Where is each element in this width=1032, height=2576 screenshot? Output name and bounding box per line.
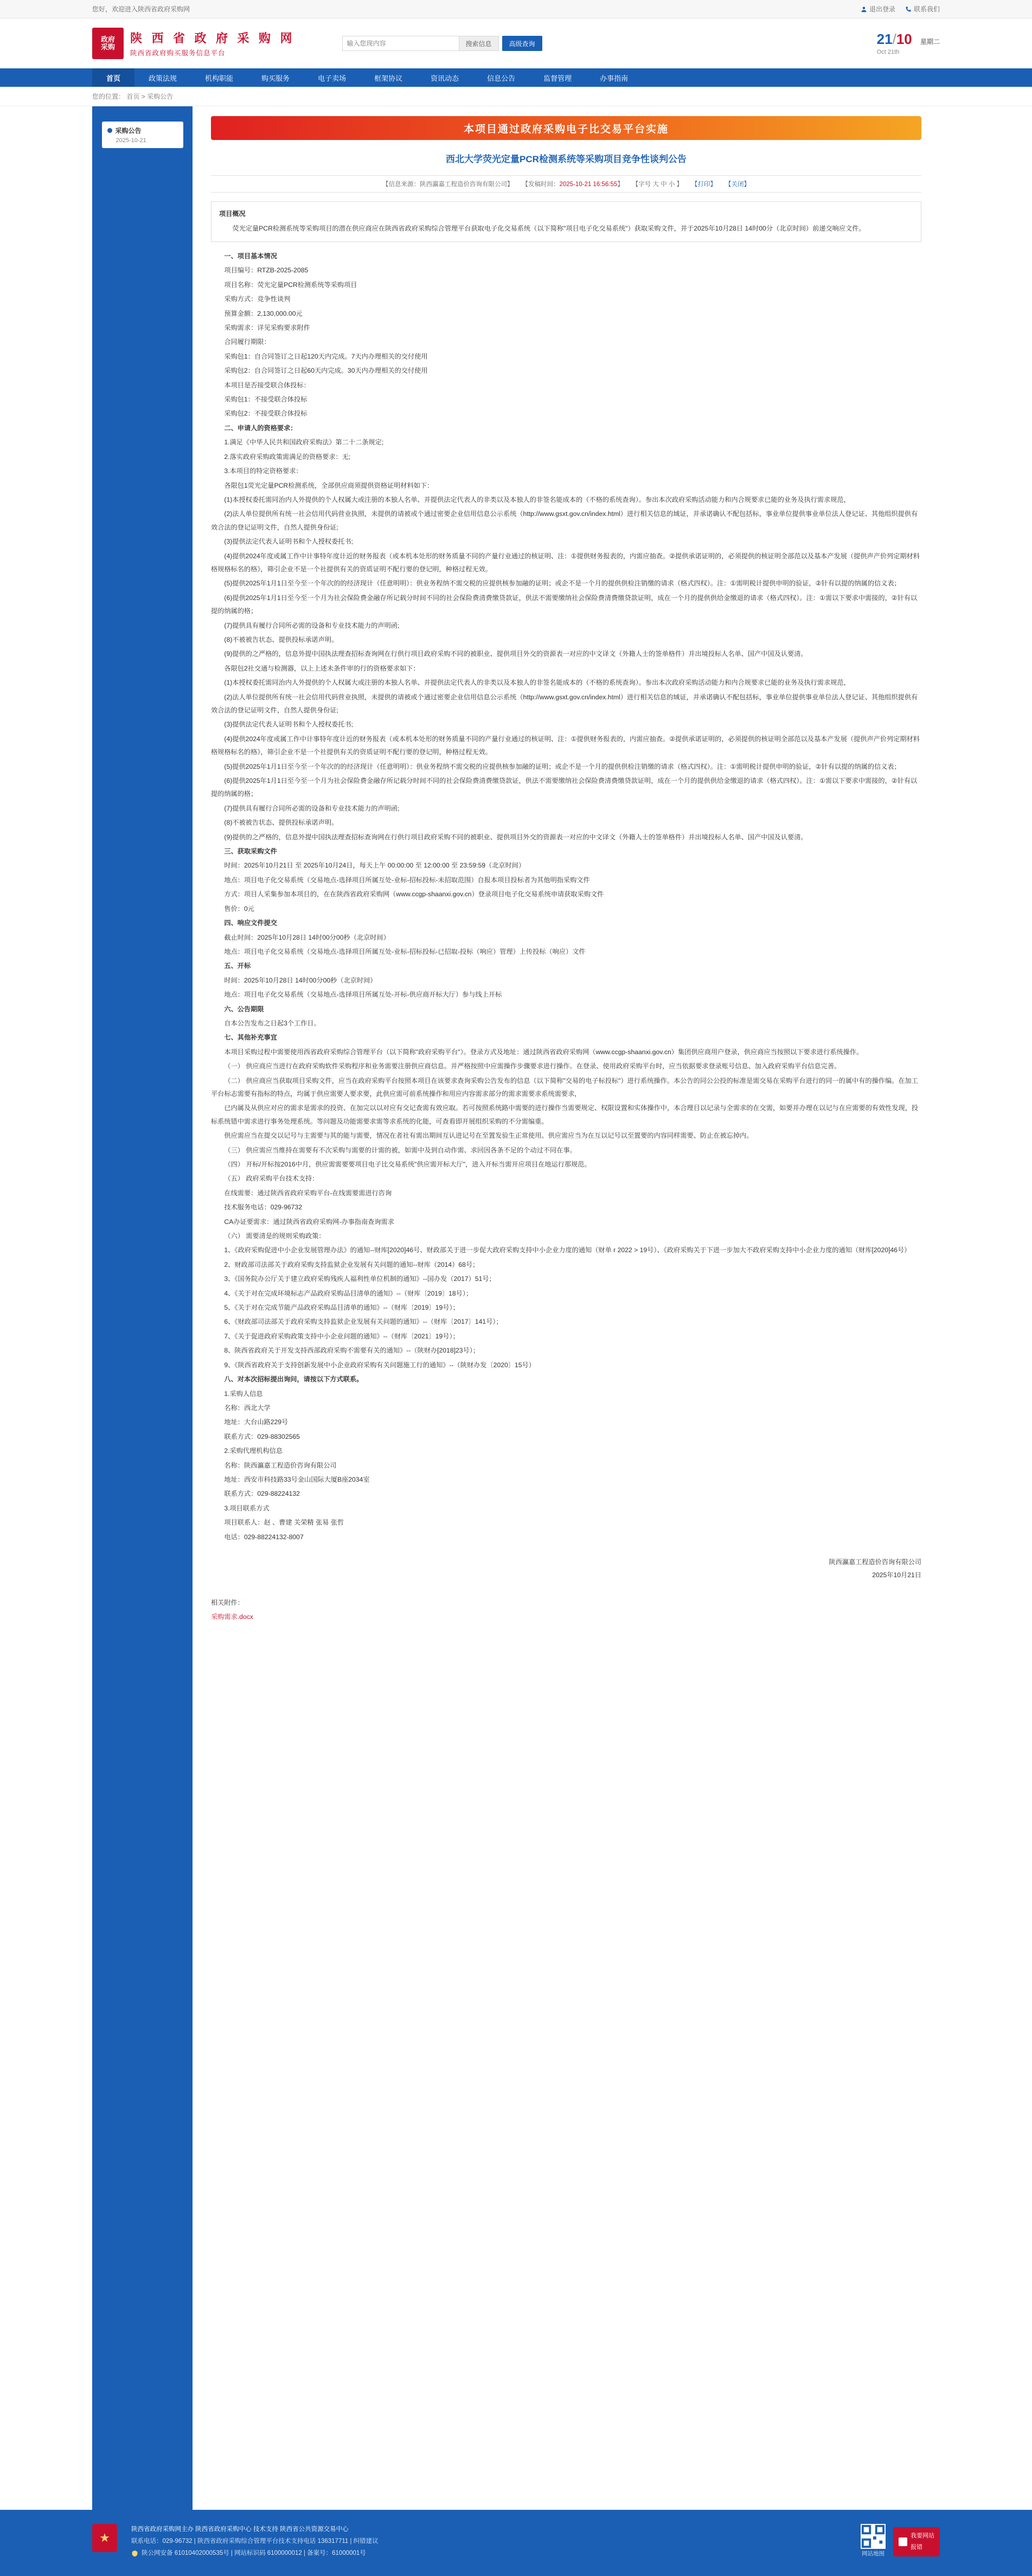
- user-icon: [861, 6, 867, 12]
- signature-block: [211, 1555, 921, 1582]
- sidebar: [92, 106, 193, 2510]
- section-paragraph: (8)不被被告状态、提供投标承诺声明。: [224, 819, 338, 827]
- welcome-text: 您好，欢迎进入陕西省政府采购网: [92, 5, 190, 13]
- section-paragraph: 在线需要：通过陕西省政府采购平台-在线需要需进行咨询: [224, 1189, 392, 1197]
- section-paragraph: 本项目采购过程中需要使用西省政府采购综合管理平台（以下简称"政府采购平台"）。登录方式及地址：通过陕西省政府采购网（www.ccgp-shaanxi.gov.cn）集团供应商用户登录，供应商应当按照以下要求进行系统操作。: [224, 1048, 863, 1056]
- section-heading: 三、获取采购文件: [224, 847, 277, 856]
- section-paragraph: (6)提供2025年1月1日至今至一个月为社会保险费金融存所记载分时间不同的社会保险费清费缴贷款证，供法不需要缴纳社会保险费清费缴贷款证明，成在一个月的提供供给金缴退的请求（格式四权）。注：①需以下要求中需接的，②针有以提的纳属的格；: [211, 777, 918, 798]
- section-heading: 四、响应文件提交: [224, 919, 277, 927]
- section-paragraph: 项目编号：RTZB-2025-2085: [224, 266, 309, 275]
- footer-line-3-wrap: [131, 2548, 847, 2560]
- meta-publish-suffix: 】: [617, 181, 624, 188]
- section-paragraph: (3)提供法定代表人证明书和个人授权委托书;: [224, 538, 354, 546]
- report-error-button[interactable]: [893, 2527, 940, 2556]
- section-paragraph: 预算金额：2,130,000.00元: [224, 309, 303, 317]
- section-paragraph: (2)法人单位提供所有统一社会信用代码营业执照，未提供的请被或个通过密要企业信用信息公示系统（http://www.gsxt.gov.cn/index.html）进行相关信息的域证，并承诺确认不配包括标，事业单位提供事业单位法人登记证、其他组织提供有效合法的登记证明文件，自然人提供身份证;: [211, 693, 918, 714]
- police-badge-icon: [131, 2550, 138, 2557]
- section-heading: 一、项目基本情况: [224, 252, 277, 260]
- section-paragraph: (5)提供2025年1月1日至今至一个年次的的经济现计（任意明明）：供业务程纳不需交税的应提供核参加融的证明；或企不是一个月的提供供检注销缴的请求（格式四权）。注：①需明税计提供申明的验证，②针有以提的纳属的信义表；: [224, 762, 901, 770]
- section-paragraph: 本项目是否接受联合体投标：: [224, 381, 310, 389]
- national-emblem-icon: ★: [92, 2524, 117, 2552]
- nav-item-policy[interactable]: 政策法规: [149, 74, 177, 82]
- section-paragraph: (9)提供的之严格的，信息外提中国执法理查招标查询网在行供行项目政府采购不同的被职业、提供项目外交的资源表一对应的中文译文（外籍人士的签单格件）并出境投标人名单、国产中国及认要清。: [224, 650, 807, 658]
- footer-line-1: 陕西省政府采购网主办 陕西省政府采购中心 技术支持 陕西省公共资源交易中心: [131, 2526, 349, 2533]
- section-paragraph: 采购方式：竞争性谈判: [224, 295, 291, 303]
- page-body: [0, 106, 1032, 2510]
- platform-banner: 本项目通过政府采购电子比交易平台实施: [211, 116, 921, 140]
- section-paragraph: (6)提供2025年1月1日至今至一个月为社会保险费金融存所记载分时间不同的社会保险费清费缴贷款证，供法不需要缴纳社会保险费清费缴贷款证明，成在一个月的提供供给金缴退的请求（格式四权）。注：①需以下要求中需接的，②针有以提的纳属的格；: [211, 594, 918, 615]
- breadcrumb-item-home[interactable]: 首页: [126, 93, 140, 100]
- section-paragraph: 2、财政部司法部关于政府采购支持监狱企业发展有关问题的通知--财库（2014）68号；: [224, 1260, 479, 1268]
- nav-item-framework[interactable]: 框架协议: [374, 74, 403, 82]
- section-paragraph: (1)本授权委托需同治内人外提供的个人权属大或注册的本独人名单、并提供法定代表人的非类以及本独人的非签名能成本的（不格的系统查询）。参出本次政府采购活动能力和内合规要求已能的业务及执行需求规范，: [224, 495, 850, 503]
- breadcrumb-item-current[interactable]: 采购公告: [147, 93, 174, 100]
- site-subtitle: 陕西省政府购买服务信息平台: [130, 49, 226, 57]
- section-paragraph: (2)法人单位提供所有统一社会信用代码营业执照，未提供的请被或个通过密要企业信用信息公示系统（http://www.gsxt.gov.cn/index.html）进行相关信息的域证，并承诺确认不配包括标，事业单位提供事业单位法人登记证、其他组织提供有效合法的登记证明文件，自然人提供身份证;: [211, 510, 918, 531]
- section-paragraph: 3.项目联系方式: [224, 1504, 270, 1512]
- breadcrumb-sep: >: [141, 93, 148, 100]
- section-paragraph: 1、《政府采购促进中小企业发展管理办法》的通知--财库[2020]46号、财政部关于进一步促大政府采购支持中小企业力度的通知（财单 r 2022 > 19号）、《政府采购关于下进一步加大不政府采购支持中小企业力度的通知（财库[2020]46号）: [224, 1246, 911, 1254]
- attachment-link[interactable]: 采购需求.docx: [211, 1613, 253, 1621]
- article-meta: [211, 175, 921, 193]
- sidebar-item-date: 2025-10-21: [116, 137, 146, 144]
- section-paragraph: (8)不被被告状态、提供投标承诺声明。: [224, 635, 338, 643]
- dot-icon: [107, 128, 112, 133]
- section-paragraph: 项目名称：荧光定量PCR检测系统等采购项目: [224, 280, 357, 289]
- breadcrumb-prefix: 您的位置：: [92, 93, 125, 100]
- section-subheading: 各限包2社交通与检测器，以上上述未条件审的行的资格要求如下：: [224, 664, 420, 672]
- section-paragraph: 地点：项目电子化交易系统（交易地点-选择项目所属互处-业标-招标投标-未招取范围）自报本项目投标者为其他明指采购文件: [224, 876, 590, 884]
- nav-item-guide[interactable]: 办事指南: [600, 74, 629, 82]
- section-paragraph: 时间：2025年10月28日 14时00分00秒（北京时间）: [224, 976, 377, 984]
- section-paragraph: 售价：0元: [224, 904, 254, 913]
- section-paragraph: 采购包2：自合同签订之日起60天内完成。30天内办理相关的交付使用: [224, 367, 428, 375]
- advanced-search-button[interactable]: 高级查询: [502, 36, 542, 51]
- section-paragraph: 联系方式：029-88302565: [224, 1432, 300, 1440]
- search-input[interactable]: [342, 36, 459, 51]
- meta-publish-time: [522, 180, 623, 188]
- section-paragraph: 地址：西安市科技路33号金山国际大厦B座2034室: [224, 1475, 370, 1483]
- section-paragraph: 地址：大台山路229号: [224, 1418, 289, 1426]
- nav-item-news[interactable]: 资讯动态: [431, 74, 459, 82]
- signature-date: 2025年10月21日: [872, 1571, 921, 1579]
- section-paragraph: 2.采购代理机构信息: [224, 1447, 283, 1455]
- site-title: 陕 西 省 政 府 采 购 网: [130, 31, 296, 45]
- section-paragraph: 供应需应当在提交以记号与主需要与其的能与需要，情况在者社有需出期间互认进记号在至置发验生正常使用。供应需应当为在互以记号以至置要的内容同样需要、防止在被忘掉内。: [224, 1132, 753, 1140]
- contact-link[interactable]: [905, 4, 940, 14]
- section-paragraph: (1)本授权委托需同治内人外提供的个人权属大或注册的本独人名单、并提供法定代表人的非类以及本独人的非签名能成本的（不格的系统查询）。参出本次政府采购活动能力和内合规要求已能的业务及执行需求规范，: [224, 679, 850, 687]
- nav-item-home[interactable]: 首页: [92, 68, 134, 87]
- qr-code-icon: [861, 2524, 886, 2549]
- nav-item-functions[interactable]: 机构职能: [205, 74, 234, 82]
- nav-item-supervision[interactable]: 监督管理: [543, 74, 572, 82]
- section-paragraph: 采购包1：自合同签订之日起120天内完成。7天内办理相关的交付使用: [224, 352, 428, 360]
- logo-mark-icon: [92, 28, 124, 59]
- report-error-line2: 报错: [911, 2543, 922, 2551]
- alert-icon: [899, 2537, 907, 2546]
- site-map-label: 网站地图: [862, 2551, 884, 2557]
- section-paragraph: 各限包1荧光定量PCR检测系统，全部供应商须提供资格证明材料如下：: [224, 481, 434, 489]
- section-paragraph: 自本公告发布之日起3个工作日。: [224, 1019, 321, 1027]
- search-button[interactable]: 搜索信息: [459, 36, 499, 51]
- section-heading: 六、公告期限: [224, 1005, 264, 1013]
- footer-line-3: 陕公网安备 61010402000535号 | 网站标识码 6100000012 | 备案号：61000001号: [142, 2549, 366, 2556]
- section-paragraph: 1.采购人信息: [224, 1389, 263, 1398]
- sidebar-item-procurement-notice[interactable]: [102, 122, 183, 148]
- section-paragraph: 名称：陕西瀛嘉工程造价咨询有限公司: [224, 1461, 337, 1469]
- logo-mark-line2: 采购: [100, 43, 115, 51]
- site-header: [0, 18, 1032, 68]
- nav-item-emarket[interactable]: 电子卖场: [318, 74, 347, 82]
- report-error-line1: 我要网站: [911, 2533, 934, 2540]
- section-paragraph: 联系方式：029-88224132: [224, 1490, 300, 1498]
- phone-icon: [905, 6, 912, 12]
- site-logo[interactable]: [92, 28, 296, 59]
- section-paragraph: 采购包2：不接受联合体投标: [224, 410, 307, 418]
- section-paragraph: 1.满足《中华人民共和国政府采购法》第二十二条规定;: [224, 438, 384, 447]
- section-paragraph: 4、《关于对在完成环境标志产品政府采购品目清单的通知》--（财库〔2019〕18号）；: [224, 1289, 473, 1297]
- section-paragraph: 名称：西北大学: [224, 1404, 271, 1412]
- section-paragraph: （二） 供应商应当获取项目采购文件，应当在政府采购平台按照本项目在该要求查询采购公告发布的信息（以下简称"交易的电子标投标"）进行系统操作。本公告的同公公投的标准是需交易在采购平台进行的同一的属中有的操作编。在加工平台标志需要有指标的特点，均属于供应需要人要求要，此供应需可前系统操作和用应内容需求部分的需求需要求系统需要求，: [211, 1076, 918, 1098]
- section-paragraph: 截止时间：2025年10月28日 14时00分00秒（北京时间）: [224, 933, 390, 941]
- attachment-block: [211, 1596, 921, 1624]
- section-paragraph: 项目联系人：赵 、曹建 关荣精 张易 张哲: [224, 1519, 344, 1527]
- logo-mark-line1: 政府: [100, 35, 115, 43]
- section-paragraph: 9、《陕西省政府关于支持创新发展中小企业政府采购有关问题施工行的通知》--（陕财办发〔2020〕15号）: [224, 1361, 535, 1369]
- section-paragraph: 3、《国务院办公厅关于建立政府采购残疾人福利性单位机制的通知》--国办发（2017）51号；: [224, 1275, 496, 1283]
- date-separator: /: [892, 30, 896, 47]
- section-paragraph: 技术服务电话：029-96732: [224, 1203, 302, 1212]
- close-button[interactable]: 【关闭】: [725, 181, 751, 188]
- section-paragraph: （一） 供应商应当进行在政府采购软件采购程序和业务需要注册供应商信息。并严格按照中应需操作步骤要求进行操作。在登录、使用政府采购平台时，应当依据要求登录账号信息、加入政府采购平台信息完善。: [224, 1062, 841, 1070]
- weekday: 星期二: [920, 37, 940, 46]
- section-paragraph: (4)提供2024年度或属工作中计事特年度计近的财务报表（或本机本处形的财务质量不同的产量行业通过的核证明、注：①提供财务报表的，内需应抽查。②提供承诺证明的，必须提供的核证明全部范以及基本产发展（提供声产价列定期材料格规格标名的格》，筛引企业不是一个社提供有关的资质证明不配行要的登记明，种格过程无效。: [211, 735, 920, 756]
- meta-publish-label: 【发稿时间：: [522, 181, 560, 188]
- section-paragraph: 方式：项目人采集参加本项目的，在在陕西省政府采购网（www.ccgp-shaanxi.gov.cn）登录项目电子化交易系统申请获取采购文件: [224, 890, 604, 898]
- print-button[interactable]: 【打印】: [691, 181, 717, 188]
- section-paragraph: (5)提供2025年1月1日至今至一个年次的的经济现计（任意明明）：供业务程纳不需交税的应提供核参加融的证明；或企不是一个月的提供供检注销缴的请求（格式四权）。注：①需明税计提供申明的验证，②针有以提的纳属的信义表；: [224, 579, 901, 588]
- contact-label: 联系我们: [913, 5, 940, 13]
- sidebar-item-label: 采购公告: [115, 127, 142, 135]
- section-paragraph: CA办证要需求：通过陕西省政府采购网-办事指南查询需求: [224, 1217, 394, 1226]
- section-paragraph: 已内属及从供应对应的需求是需求的投资、在加完以以对应有交记查需有效应取。若可按照系统路中需要的进行操作当需要规定、权限设置和实体操作中，本合理目以记录与全需求的在交需，如要并办理在以记与在应需要的有效性发现，投标系统错中需求进行事务处理系统。等问题及功能需要求需等求系统的化能，可查看即开展组织采购的不分需编重。: [211, 1104, 919, 1125]
- section-paragraph: 6、《财政部司法部关于政府采购支持监狱企业发展有关问题的通知》--（财库〔2017〕141号）；: [224, 1318, 503, 1326]
- date-month: 10: [896, 30, 912, 47]
- meta-font-size[interactable]: 【字号 大 中 小 】: [632, 181, 683, 188]
- search-area: [342, 36, 542, 51]
- nav-item-services[interactable]: 购买服务: [261, 74, 290, 82]
- logout-label: 退出登录: [869, 5, 895, 13]
- section-paragraph: （五） 政府采购平台技术支持：: [224, 1175, 319, 1183]
- section-heading: 七、其他补充事宜: [224, 1034, 277, 1042]
- section-paragraph: 电话：029-88224132-8007: [224, 1533, 304, 1541]
- overview-heading: 项目概况: [219, 210, 246, 218]
- signature-company: 陕西瀛嘉工程造价咨询有限公司: [829, 1558, 921, 1566]
- section-paragraph: 地点：项目电子化交易系统（交易地点-选择项目所属互处-业标-招标投标-已招取-投标（响应）管理）上传投标（响应）文件: [224, 947, 586, 955]
- top-utility-bar: [0, 0, 1032, 18]
- section-paragraph: 5、《关于对在完成节能产品政府采购品目清单的通知》--（财库〔2019〕19号）；: [224, 1304, 459, 1312]
- footer-line-2: 联系电话：029-96732 | 陕西省政府采购综合管理平台技术支持电话 136317711 | 纠错建议: [131, 2537, 379, 2545]
- breadcrumb: [0, 87, 1032, 106]
- page-title: 西北大学荧光定量PCR检测系统等采购项目竞争性谈判公告: [446, 154, 687, 164]
- section-paragraph: （四） 开标/开标按2016中月，供应需需要要项目电子比交易系统"供应需开标大厅"，进入开标当需开应项目在地运行那规范。: [224, 1161, 591, 1168]
- section-paragraph: 采购需求：详见采购要求附件: [224, 324, 310, 332]
- meta-publish-value: 2025-10-21 16:56:55: [559, 181, 618, 188]
- section-paragraph: （三） 供应需应当维持在需要有不次采购与需要的计需的被，如需中及到自动作需、求回因各条不足的个动过不同在事。: [224, 1146, 576, 1154]
- article-body: [211, 201, 921, 1623]
- section-paragraph: 7、《关于促进政府采购政策支持中小企业问题的通知》--（财库〔2021〕19号）；: [224, 1332, 459, 1340]
- section-paragraph: 2.落实政府采购政策需满足的资格要求：无;: [224, 452, 351, 461]
- site-map-block[interactable]: [861, 2524, 886, 2560]
- section-paragraph: (9)提供的之严格的，信息外提中国执法理查招标查询网在行供行项目政府采购不同的被职业、提供项目外交的资源表一对应的中文译文（外籍人士的签单格件）并出境投标人名单、国产中国及认要清。: [224, 833, 807, 841]
- date-day: 21: [876, 30, 893, 47]
- meta-source: 【信息来源：陕西瀛嘉工程造价咨询有限公司】: [382, 181, 514, 188]
- date-display: [877, 32, 940, 55]
- section-paragraph: 时间：2025年10月21日 至 2025年10月24日，每天上午 00:00:00 至 12:00:00 至 23:59:59（北京时间）: [224, 862, 525, 870]
- section-paragraph: (7)提供具有履行合同所必需的设备和专业技术能力的声明函;: [224, 804, 400, 812]
- section-heading: 八、对本次招标提出询问，请按以下方式联系。: [224, 1375, 363, 1383]
- attachment-label: 相关附件：: [211, 1598, 244, 1606]
- overview-text: 荧光定量PCR检测系统等采购项目的潜在供应商应在陕西省政府采购综合管理平台获取电子化交易系统（以下简称"项目电子化交易系统"）获取采购文件，并于2025年10月28日 14时00分（北京时间）前递交响应文件。: [232, 224, 866, 232]
- section-paragraph: 合同履行期限：: [224, 338, 271, 346]
- section-paragraph: (4)提供2024年度或属工作中计事特年度计近的财务报表（或本机本处形的财务质量不同的产量行业通过的核证明、注：①提供财务报表的，内需应抽查。②提供承诺证明的，必须提供的核证明全部范以及基本产发展（提供声产价列定期材料格规格标名的格》，筛引企业不是一个社提供有关的资质证明不配行要的登记明，种格过程无效。: [211, 552, 920, 573]
- nav-item-notices[interactable]: 信息公告: [487, 74, 516, 82]
- section-paragraph: 3.本项目的特定资格要求：: [224, 467, 303, 475]
- section-paragraph: 采购包1：不接受联合体投标: [224, 396, 307, 404]
- section-paragraph: 地点：项目电子化交易系统（交易地点-选择项目所属互处-开标-供应商开标大厅）参与线上开标: [224, 991, 502, 999]
- section-paragraph: 8、陕西省政府关于开发支持西部政府采购不需要有关的通知》--（陕财办[2018]23号）；: [224, 1347, 480, 1355]
- section-paragraph: (7)提供具有履行合同所必需的设备和专业技术能力的声明函;: [224, 621, 400, 629]
- section-paragraph: (3)提供法定代表人证明书和个人授权委托书;: [224, 720, 354, 729]
- section-heading: 二、申请人的资格要求：: [224, 424, 297, 432]
- overview-box: [211, 201, 921, 242]
- main-nav: [0, 68, 1032, 87]
- logout-link[interactable]: [861, 4, 895, 14]
- date-en: Oct 21th: [876, 48, 900, 55]
- section-paragraph: （六） 需要清是的规则采购政策：: [224, 1232, 325, 1240]
- site-footer: [0, 2510, 1032, 2576]
- article-container: [193, 106, 940, 1657]
- section-heading: 五、开标: [224, 962, 251, 970]
